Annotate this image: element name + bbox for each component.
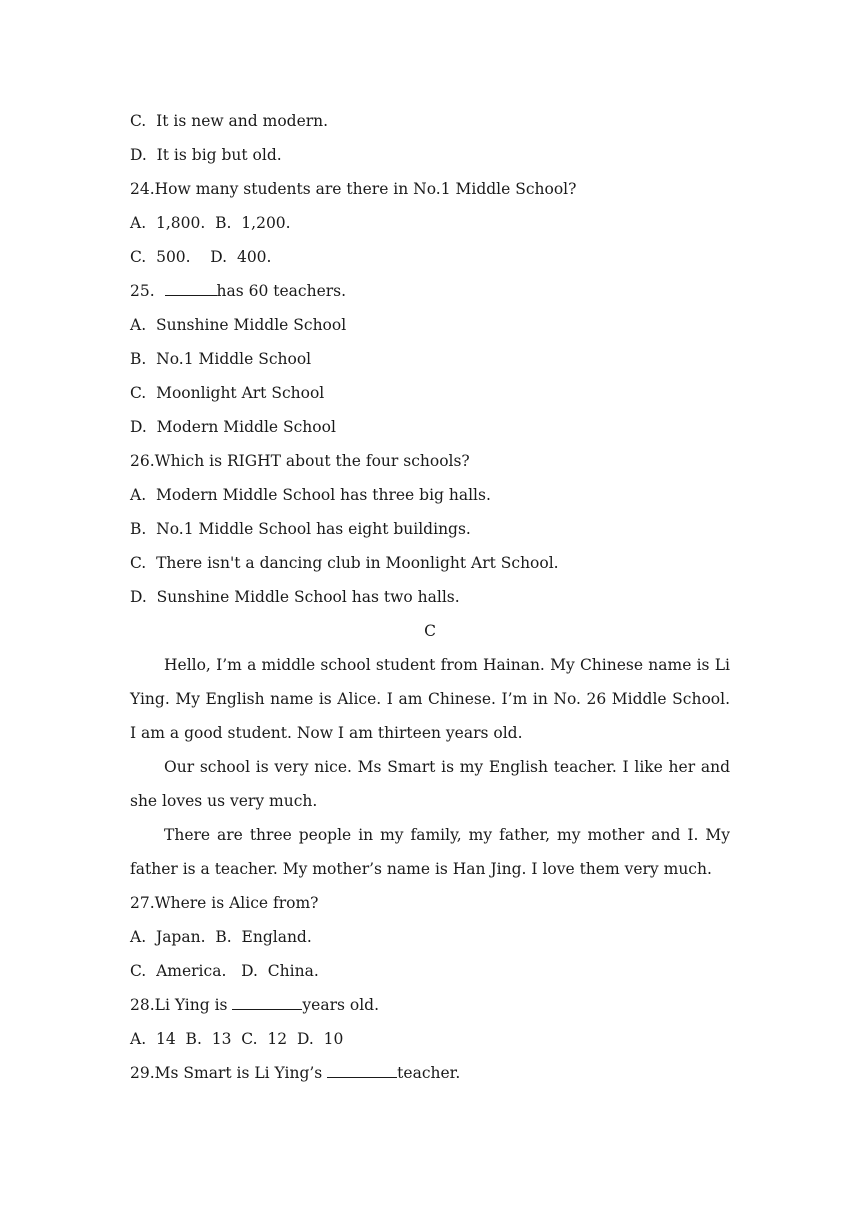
q24-question: 24.How many students are there in No.1 Middle School?: [130, 180, 577, 198]
q27-options-cd: C. America. D. China.: [130, 962, 319, 980]
q26-question: 26.Which is RIGHT about the four schools?: [130, 452, 470, 470]
q25-suffix: has 60 teachers.: [216, 282, 347, 300]
q26-option-c: C. There isn't a dancing club in Moonlight Art School.: [130, 554, 559, 572]
q23-option-d: D. It is big but old.: [130, 146, 282, 164]
q24-options-ab: A. 1,800. B. 1,200.: [130, 214, 291, 232]
q29-blank: [327, 1061, 397, 1078]
q28-question: [130, 988, 730, 1022]
q26-option-b: B. No.1 Middle School has eight buildings.: [130, 520, 471, 538]
q25-question: [130, 274, 730, 308]
q25-option-b: B. No.1 Middle School: [130, 350, 312, 368]
q25-prefix: 25.: [130, 282, 165, 300]
q26-option-a: A. Modern Middle School has three big halls.: [130, 486, 491, 504]
passage-paragraph-3: There are three people in my family, my father, my mother and I. My father is a teacher. My mother’s name is Han Jing. I love them very much.: [130, 826, 730, 878]
q25-option-a: A. Sunshine Middle School: [130, 316, 347, 334]
q27-question: 27.Where is Alice from?: [130, 894, 319, 912]
q25-option-d: D. Modern Middle School: [130, 418, 336, 436]
q28-options: A. 14 B. 13 C. 12 D. 10: [130, 1030, 344, 1048]
q28-prefix: 28.Li Ying is: [130, 996, 233, 1014]
passage-paragraph-2: Our school is very nice. Ms Smart is my English teacher. I like her and she loves us very much.: [130, 758, 730, 810]
q29-suffix: teacher.: [397, 1064, 461, 1082]
section-heading: C: [424, 622, 436, 640]
q24-options-cd: C. 500. D. 400.: [130, 248, 272, 266]
q27-options-ab: A. Japan. B. England.: [130, 928, 312, 946]
passage-paragraph-1: Hello, I’m a middle school student from Hainan. My Chinese name is Li Ying. My English name is Alice. I am Chinese. I’m in No. 26 Middle School. I am a good student. Now I am thirteen years old.: [130, 656, 730, 742]
q25-option-c: C. Moonlight Art School: [130, 384, 325, 402]
q26-option-d: D. Sunshine Middle School has two halls.: [130, 588, 460, 606]
q29-prefix: 29.Ms Smart is Li Ying’s: [130, 1064, 328, 1082]
q29-question: [130, 1056, 730, 1090]
q28-blank: [232, 993, 302, 1010]
q25-blank: [165, 279, 217, 296]
q28-suffix: years old.: [302, 996, 380, 1014]
document-page: [130, 104, 730, 1090]
q23-option-c: C. It is new and modern.: [130, 112, 329, 130]
